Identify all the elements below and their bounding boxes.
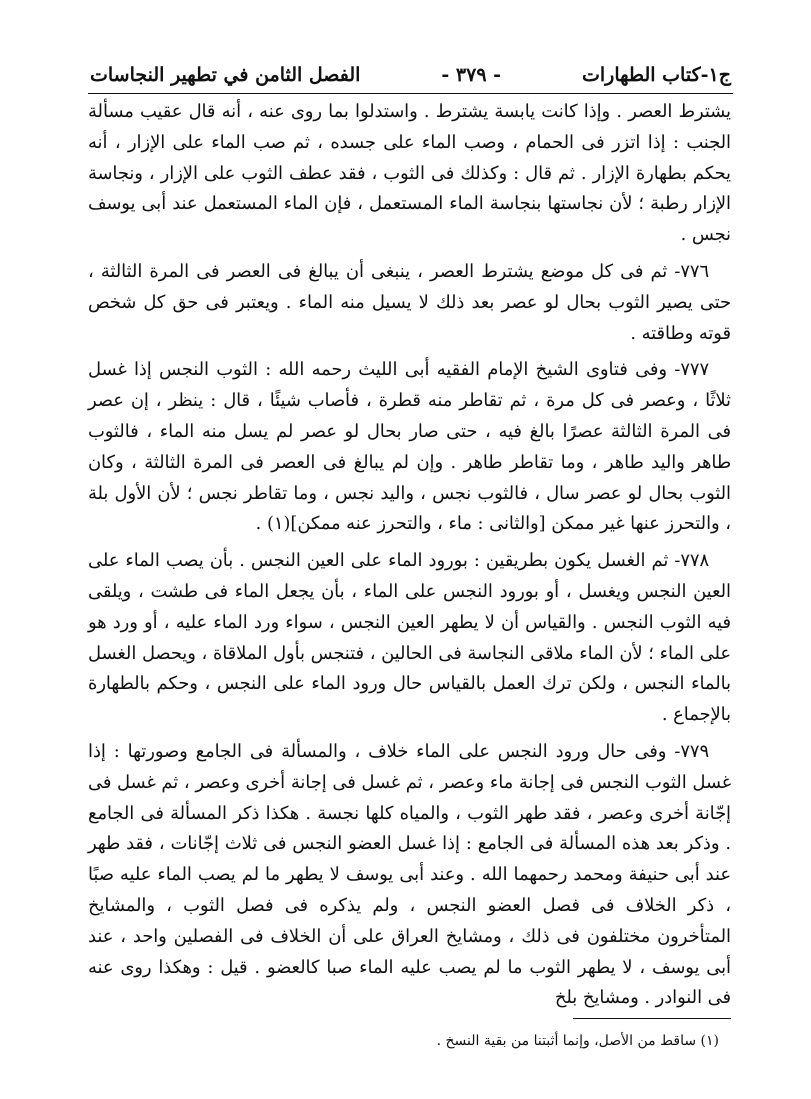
footnote: (١) ساقط من الأصل، وإنما أثبتنا من بقية النسخ . [436, 1033, 719, 1049]
paragraph-779: ٧٧٩- وفى حال ورود النجس على الماء خلاف ، والمسألة فى الجامع وصورتها : إذا غسل الثوب النجس فى إجانة ماء وعصر ، ثم غسل فى إجانة أخرى وعصر ، ثم غسل فى إجّانة أخرى وعصر ، فقد طهر الثوب ، والمياه كلها نجسة . هكذا ذكر المسألة فى الجامع . وذكر بعد هذه المسألة فى الجامع : إذا غسل العضو النجس فى ثلاث إجّانات ، فقد طهر عند أبى حنيفة ومحمد رحمهما الله . وعند أبى يوسف لا يطهر ما لم يصب الماء عليه صبًا ، ذكر الخلاف فى فصل العضو النجس ، ولم يذكره فى فصل الثوب ، والمشايخ المتأخرون مختلفون فى ذلك ، ومشايخ العراق على أن الخلاف فى الفصلين واحد ، عند أبى يوسف ، لا يطهر الثوب ما لم يصب عليه الماء صبا كالعضو . قيل : وهكذا روى عنه فى النوادر . ومشايخ بلخ [88, 740, 731, 1009]
paragraph-777: ٧٧٧- وفى فتاوى الشيخ الإمام الفقيه أبى الليث رحمه الله : الثوب النجس إذا غسل ثلاثًا ، وعصر فى كل مرة ، ثم تقاطر منه قطرة ، فأصاب شيئًا ، قال : ينظر ، إن عصر فى المرة الثالثة عصرًا بالغ فيه ، حتى صار بحال لو عصر لم يسل منه الماء ، فالثوب طاهر واليد طاهر ، وما تقاطر طاهر . وإن لم يبالغ فى العصر فى المرة الثالثة ، وكان الثوب بحال لو عصر سال ، فالثوب نجس ، واليد نجس ، وما تقاطر نجس ؛ لأن الأول بلة ، والتحرز عنها غير ممكن [والثانى : ماء ، والتحرز عنه ممكن](١) . [88, 359, 731, 535]
header-volume-title: ج١-كتاب الطهارات [582, 64, 731, 86]
paragraph-778: ٧٧٨- ثم الغسل يكون بطريقين : بورود الماء على العين النجس . بأن يصب الماء على العين النجس ويغسل ، أو بورود النجس على الماء ، بأن يجعل الماء فى طشت ، ويلقى فيه الثوب النجس . والقياس أن لا يطهر العين النجس ، سواء ورد الماء عليه ، أو ورد هو على الماء ؛ لأن الماء ملاقى النجاسة فى الحالين ، فتنجس بأول الملاقاة ، ويحصل الغسل بالماء النجس ، ولكن ترك العمل بالقياس حال ورود الماء على النجس ، وحكم بالطهارة بالإجماع . [88, 550, 731, 726]
footnote-divider [573, 1018, 731, 1019]
main-text [88, 97, 731, 1020]
page-number: - ٣٧٩ - [441, 64, 502, 86]
running-header [90, 58, 731, 92]
paragraph-776: ٧٧٦- ثم فى كل موضع يشترط العصر ، ينبغى أن يبالغ فى العصر فى المرة الثالثة ، حتى يصير الثوب بحال لو عصر بعد ذلك لا يسيل منه الماء . ويعتبر فى حق كل شخص قوته وطاقته . [88, 260, 731, 344]
header-divider [88, 93, 733, 94]
header-chapter-title: الفصل الثامن في تطهير النجاسات [90, 64, 361, 86]
paragraph-continuation: يشترط العصر . وإذا كانت يابسة يشترط . واستدلوا بما روى عنه ، أنه قال عقيب مسألة الجنب : إذا اتزر فى الحمام ، وصب الماء على جسده ، ثم صب الماء على الإزار ، أنه يحكم بطهارة الإزار . ثم قال : وكذلك فى الثوب ، فقد عطف الثوب على الإزار ، ونجاسة الإزار رطبة ؛ لأن نجاستها بنجاسة الماء المستعمل ، فإن الماء المستعمل عند أبى يوسف نجس . [88, 101, 731, 246]
